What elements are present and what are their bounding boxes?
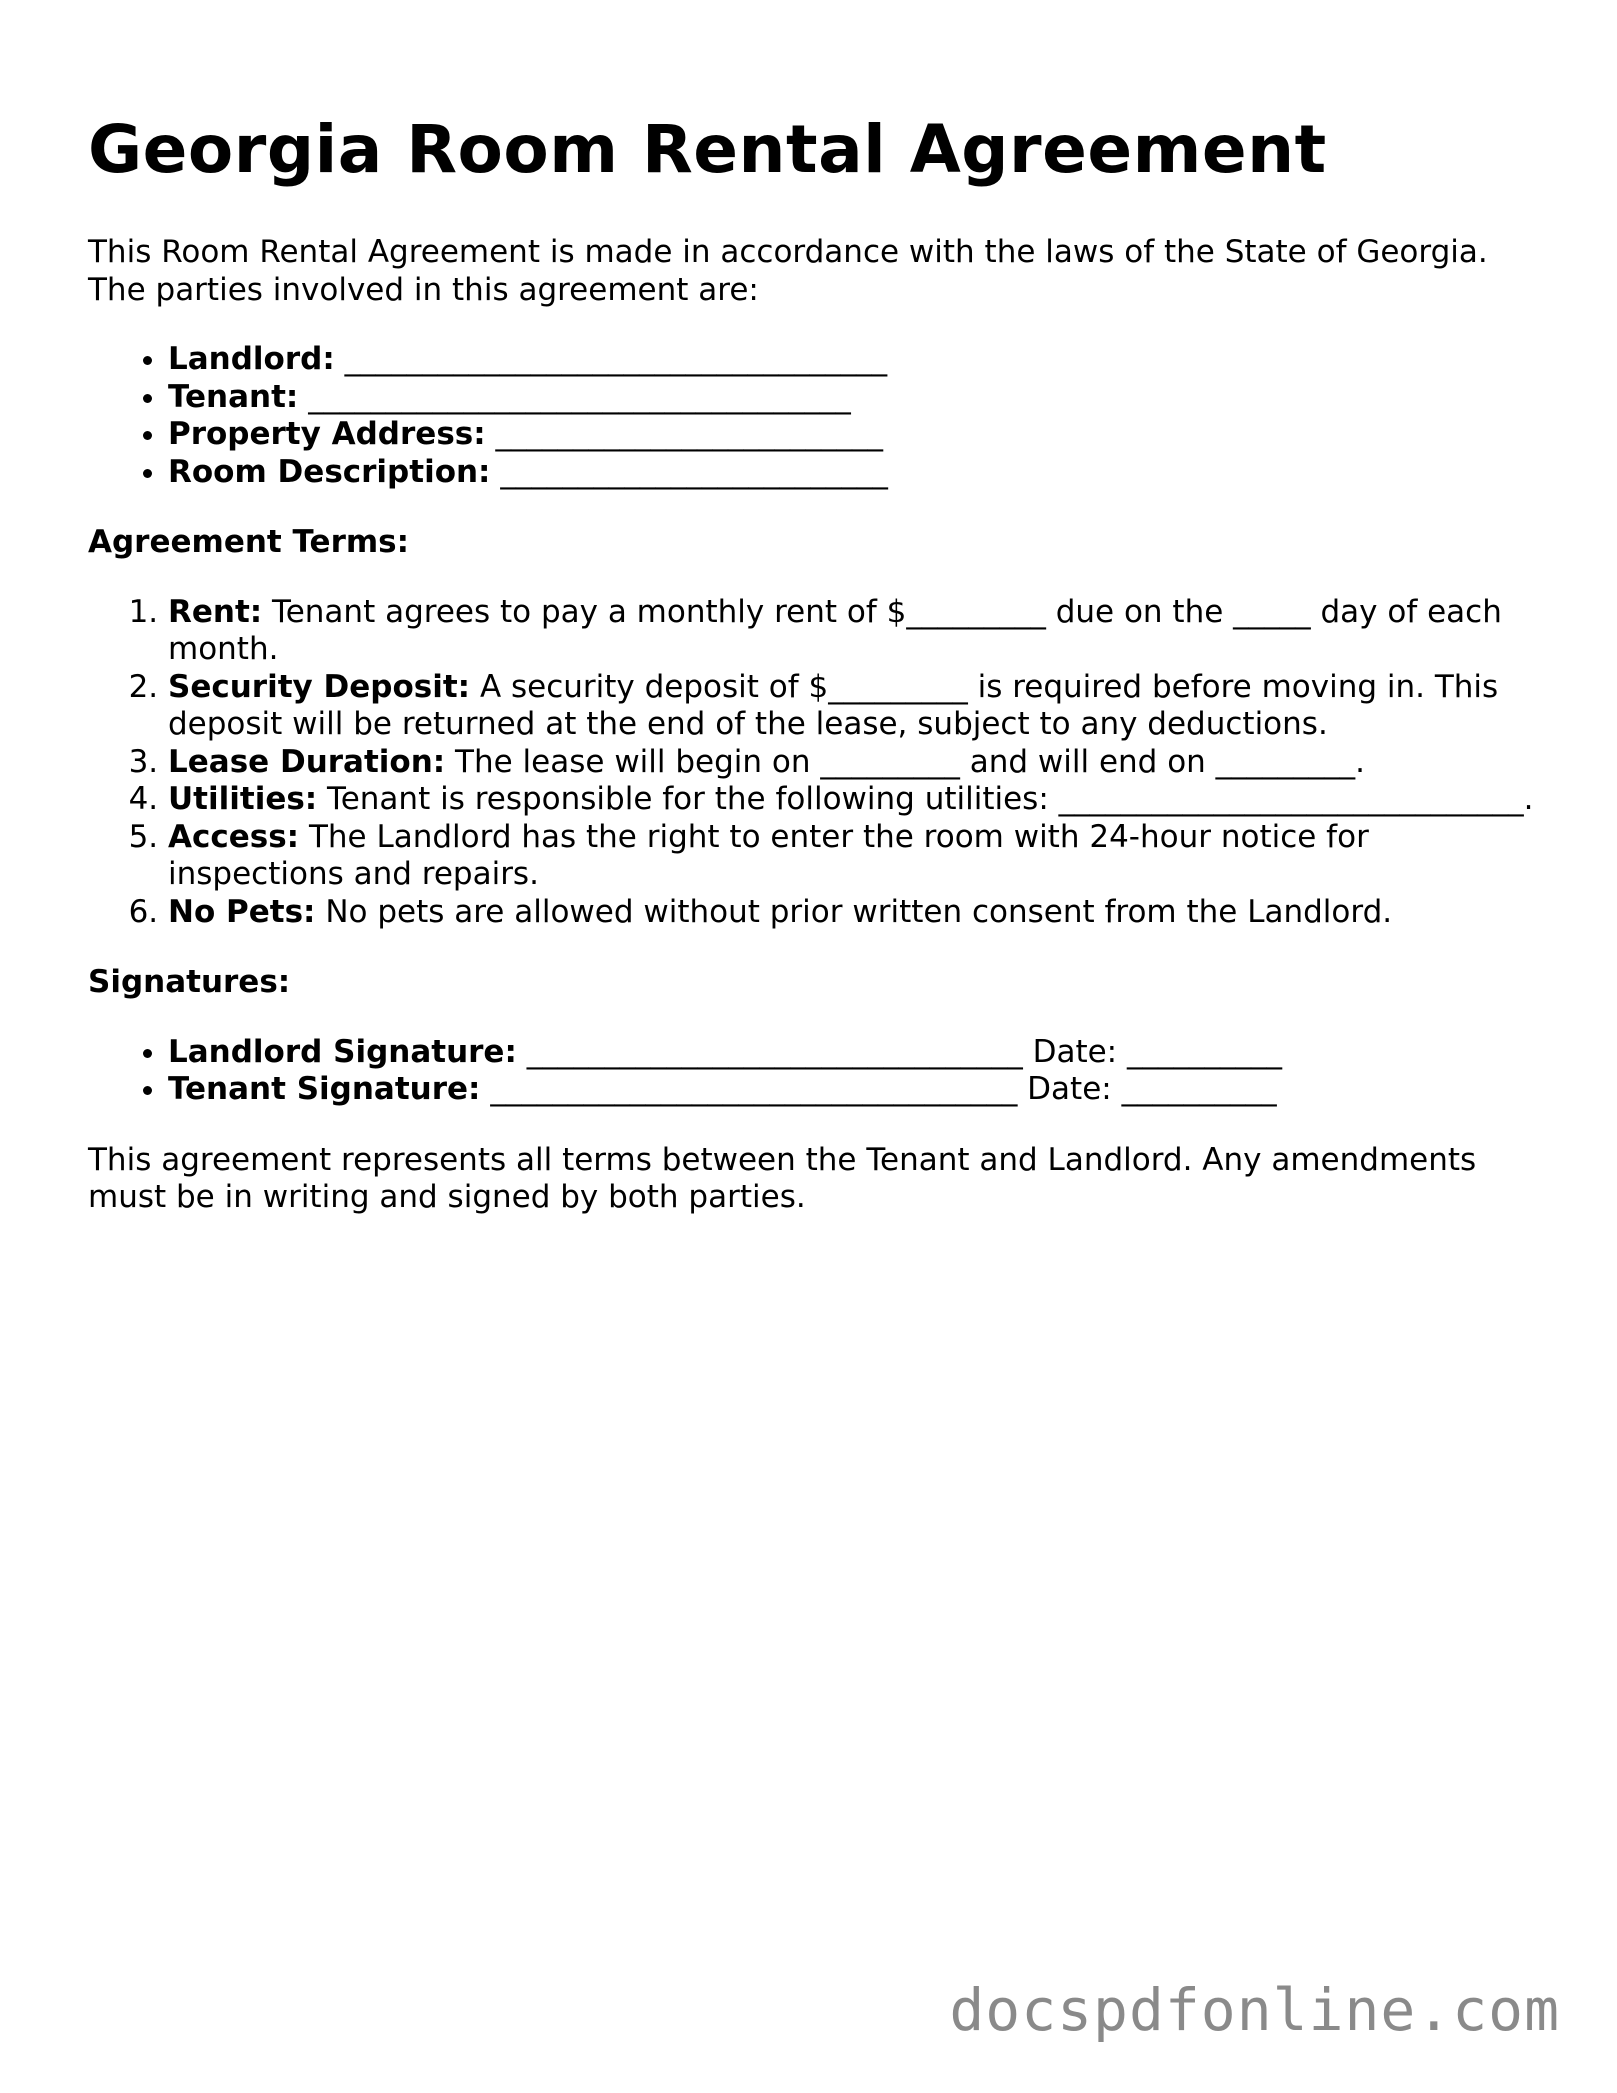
document-title: Georgia Room Rental Agreement bbox=[88, 111, 1327, 188]
party-label: Property Address: bbox=[168, 416, 486, 452]
term-label: Security Deposit: bbox=[168, 668, 471, 705]
term-label: No Pets: bbox=[168, 893, 316, 930]
date-blank: __________ bbox=[1121, 1071, 1277, 1107]
watermark-text: docspdfonline.com bbox=[949, 1976, 1560, 2044]
signatures-list bbox=[88, 1034, 1538, 1109]
term-utilities bbox=[168, 781, 1538, 819]
closing-paragraph: This agreement represents all terms between the Tenant and Landlord. Any amendments must be in writing and signed by both parties. bbox=[88, 1141, 1477, 1215]
document-page bbox=[88, 110, 1538, 1217]
term-label: Access: bbox=[168, 818, 300, 855]
signature-blank: ________________________________ bbox=[526, 1033, 1023, 1070]
party-tenant bbox=[168, 379, 1538, 417]
term-label: Rent: bbox=[168, 593, 263, 630]
signature-label: Landlord Signature: bbox=[168, 1033, 517, 1070]
party-blank: ___________________________________ bbox=[344, 341, 888, 377]
terms-list bbox=[88, 594, 1538, 932]
signature-blank: __________________________________ bbox=[490, 1071, 1018, 1107]
term-text: A security deposit of $_________ is required before moving in. This deposit will be returned at the end of the lease, subject to any deductions. bbox=[168, 668, 1499, 742]
signature-landlord bbox=[168, 1034, 1538, 1072]
party-label: Room Description: bbox=[168, 453, 491, 490]
term-no-pets bbox=[168, 894, 1538, 932]
parties-list bbox=[88, 341, 1538, 491]
signature-tenant bbox=[168, 1071, 1538, 1109]
party-label: Landlord: bbox=[168, 341, 335, 377]
term-text: The Landlord has the right to enter the room with 24-hour notice for inspections and repairs. bbox=[168, 818, 1369, 892]
term-text: The lease will begin on _________ and will end on _________. bbox=[455, 743, 1366, 780]
party-landlord bbox=[168, 341, 1538, 379]
term-lease-duration bbox=[168, 744, 1538, 782]
party-property-address bbox=[168, 416, 1538, 454]
term-text: Tenant is responsible for the following utilities: ______________________________. bbox=[327, 781, 1534, 817]
term-security-deposit bbox=[168, 669, 1538, 744]
party-blank: ___________________________________ bbox=[308, 378, 851, 415]
signature-label: Tenant Signature: bbox=[168, 1071, 481, 1107]
signatures-heading: Signatures: bbox=[88, 964, 291, 1000]
party-blank: _________________________ bbox=[500, 453, 888, 490]
terms-heading: Agreement Terms: bbox=[88, 524, 410, 560]
date-label: Date: bbox=[1032, 1033, 1118, 1070]
term-label: Utilities: bbox=[168, 781, 318, 817]
term-rent bbox=[168, 594, 1538, 669]
date-label: Date: bbox=[1027, 1071, 1112, 1107]
term-access bbox=[168, 819, 1538, 894]
term-text: Tenant agrees to pay a monthly rent of $_________ due on the _____ day of each month. bbox=[168, 593, 1502, 667]
term-label: Lease Duration: bbox=[168, 743, 446, 780]
intro-paragraph: This Room Rental Agreement is made in accordance with the laws of the State of Georgia. The parties involved in this agreement are: bbox=[88, 234, 1488, 308]
date-blank: __________ bbox=[1126, 1033, 1282, 1070]
party-label: Tenant: bbox=[168, 378, 299, 415]
term-text: No pets are allowed without prior written consent from the Landlord. bbox=[325, 893, 1393, 930]
party-room-description bbox=[168, 454, 1538, 492]
party-blank: _________________________ bbox=[495, 416, 883, 452]
